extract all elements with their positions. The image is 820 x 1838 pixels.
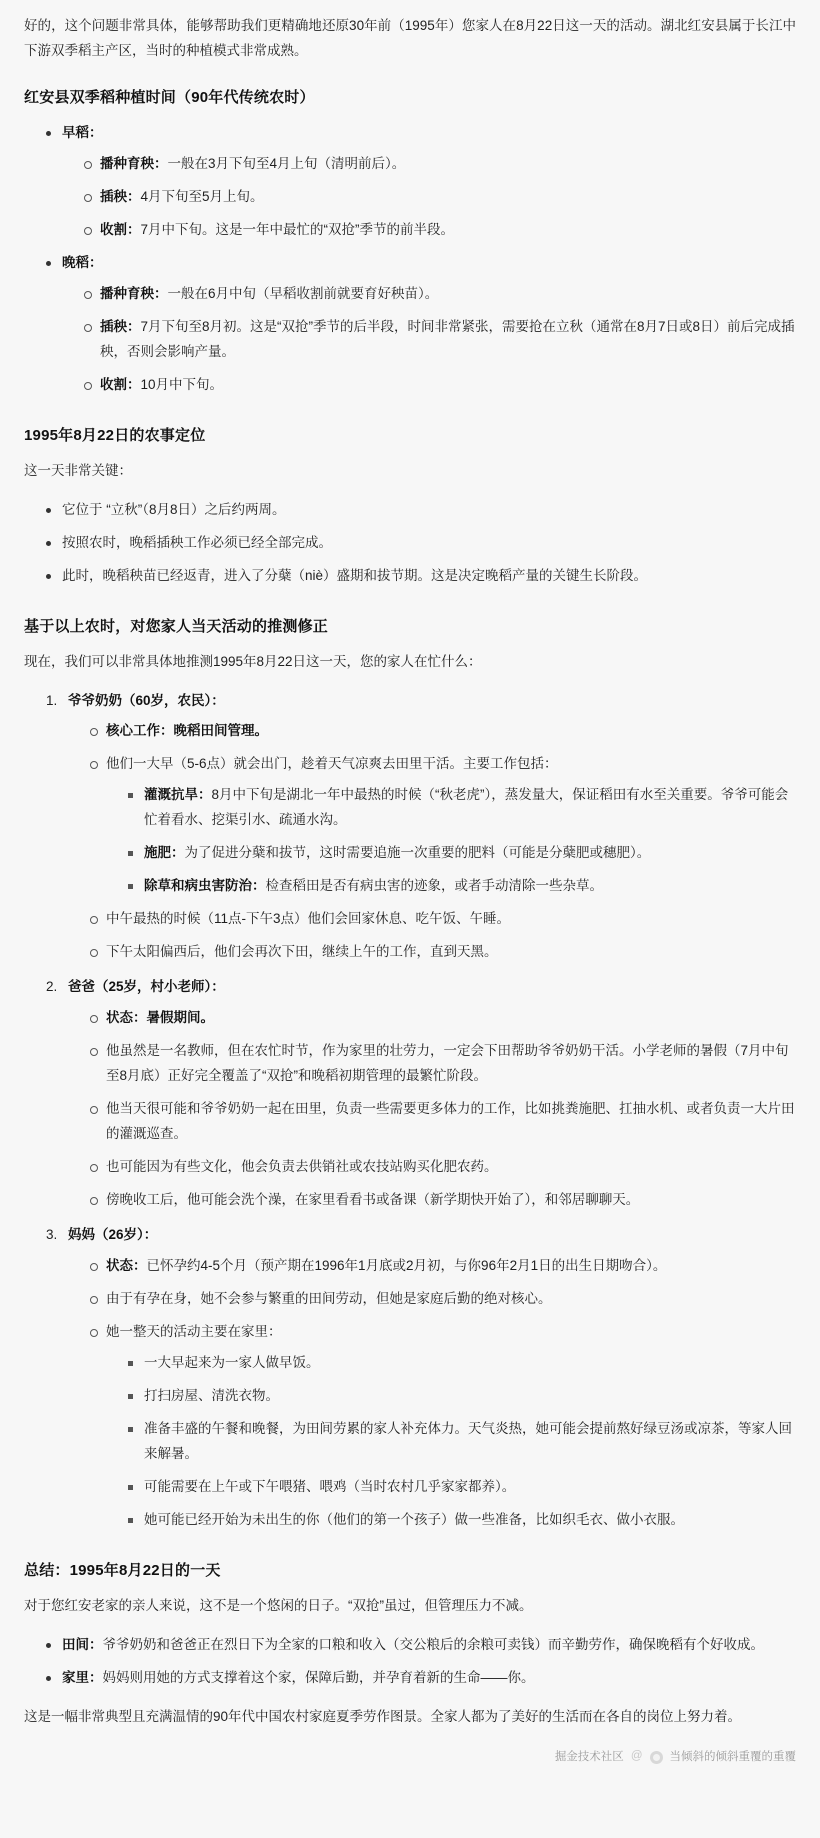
point-text: 傍晚收工后，他可能会洗个澡，在家里看看书或备课（新学期快开始了），和邻居聊聊天。 xyxy=(106,1192,640,1207)
summary-label-home: 家里： xyxy=(62,1669,103,1685)
people-list xyxy=(24,689,796,1533)
summary-list xyxy=(24,1633,796,1691)
task-text: 打扫房屋、清洗衣物。 xyxy=(144,1387,279,1403)
task-text: 准备丰盛的午餐和晚餐，为田间劳累的家人补充体力。天气炎热，她可能会提前熬好绿豆汤或凉茶，等家人回来解暑。 xyxy=(144,1420,792,1461)
list-item xyxy=(128,1508,796,1533)
list-item xyxy=(128,841,796,866)
crop-label-late: 晚稻： xyxy=(62,254,103,270)
avatar xyxy=(650,1751,663,1764)
revision-lead: 现在，我们可以非常具体地推测1995年8月22日这一天，您的家人在忙什么： xyxy=(24,653,482,669)
list-item xyxy=(128,783,796,833)
username-label: 当倾斜的倾斜重覆的重覆 xyxy=(669,1750,796,1763)
point-text: 中午最热的时候（11点-下午3点）他们会回家休息、吃午饭、午睡。 xyxy=(106,911,511,927)
status-label: 状态： xyxy=(106,1257,147,1273)
list-item xyxy=(90,1188,796,1213)
point-text: 下午太阳偏西后，他们会再次下田，继续上午的工作，直到天黑。 xyxy=(106,944,498,960)
positioning-lead: 这一天非常关键： xyxy=(24,462,132,478)
closing-paragraph: 这是一幅非常典型且充满温情的90年代中国农村家庭夏季劳作图景。全家人都为了美好的生活而在各自的岗位上努力着。 xyxy=(24,1708,742,1724)
list-item-father xyxy=(46,975,796,1213)
stage-text: 一般在6月中旬（早稻收割前就要育好秧苗）。 xyxy=(167,285,439,301)
person-heading: 爷爷奶奶（60岁，农民）： xyxy=(68,692,225,708)
summary-lead: 对于您红安老家的亲人来说，这不是一个悠闲的日子。“双抢”虽过，但管理压力不减。 xyxy=(24,1597,533,1613)
core-work-text: 晚稻田间管理。 xyxy=(173,723,268,739)
list-item xyxy=(90,907,796,932)
stage-label: 播种育秧： xyxy=(100,285,168,301)
core-work-label: 核心工作： xyxy=(106,723,174,739)
list-item xyxy=(84,373,796,398)
footer-watermark xyxy=(24,1744,796,1764)
stage-text: 一般在3月下旬至4月上旬（清明前后）。 xyxy=(167,155,406,171)
section-title-revision: 基于以上农时，对您家人当天活动的推测修正 xyxy=(24,617,329,635)
task-label: 灌溉抗旱： xyxy=(144,787,212,803)
task-label: 施肥： xyxy=(144,845,185,861)
stage-label: 插秧： xyxy=(100,188,141,204)
task-text: 为了促进分蘖和拔节，这时需要追施一次重要的肥料（可能是分蘖肥或穗肥）。 xyxy=(184,845,651,861)
stage-label: 收割： xyxy=(100,221,141,237)
list-item xyxy=(90,1155,796,1180)
list-item xyxy=(90,940,796,965)
summary-text-field: 爷爷奶奶和爸爸正在烈日下为全家的口粮和收入（交公粮后的余粮可卖钱）而辛勤劳作，确保晚稻有个好收成。 xyxy=(102,1636,764,1652)
list-item xyxy=(128,1475,796,1500)
list-item xyxy=(46,1633,796,1658)
list-item xyxy=(46,121,796,243)
grandparents-subpoints xyxy=(106,783,796,899)
site-brand-label: 掘金技术社区 xyxy=(554,1750,624,1763)
list-item xyxy=(128,1351,796,1376)
list-item xyxy=(46,531,796,556)
point-text: 他虽然是一名教师，但在农忙时节，作为家里的壮劳力，一定会下田帮助爷爷奶奶干活。小学老师的暑假（7月中旬至8月底）正好完全覆盖了“双抢”和晚稻初期管理的最繁忙阶段。 xyxy=(106,1043,789,1084)
list-item xyxy=(84,315,796,365)
stage-text: 7月中下旬。这是一年中最忙的“双抢”季节的前半段。 xyxy=(140,221,454,237)
status-text: 已怀孕约4-5个月（预产期在1996年1月底或2月初，与你96年2月1日的出生日期吻合）。 xyxy=(146,1257,667,1273)
list-item xyxy=(90,1254,796,1279)
stage-text: 7月下旬至8月初。这是“双抢”季节的后半段，时间非常紧张，需要抢在立秋（通常在8月7日或8日）前后完成插秧，否则会影响产量。 xyxy=(100,318,795,359)
list-item xyxy=(84,282,796,307)
list-item xyxy=(90,1287,796,1312)
list-item xyxy=(84,152,796,177)
list-item xyxy=(46,498,796,523)
task-text: 可能需要在上午或下午喂猪、喂鸡（当时农村几乎家家都养）。 xyxy=(144,1478,516,1494)
grandparents-points xyxy=(68,719,796,965)
list-item xyxy=(90,1097,796,1147)
list-item xyxy=(46,1666,796,1691)
task-text: 8月中下旬是湖北一年中最热的时候（“秋老虎”），蒸发量大，保证稻田有水至关重要。爷爷可能会忙着看水、挖渠引水、疏通水沟。 xyxy=(144,787,789,828)
list-item xyxy=(84,185,796,210)
planting-list xyxy=(24,121,796,398)
list-item xyxy=(90,752,796,899)
list-item xyxy=(84,218,796,243)
crop-label-early: 早稻： xyxy=(62,124,103,140)
status-text: 暑假期间。 xyxy=(146,1010,214,1026)
list-item xyxy=(46,564,796,589)
mother-points xyxy=(68,1254,796,1533)
list-item xyxy=(90,1039,796,1089)
task-text: 检查稻田是否有病虫害的迹象，或者手动清除一些杂草。 xyxy=(265,878,603,894)
positioning-point-1: 它位于 “立秋”（8月8日）之后约两周。 xyxy=(62,501,286,517)
list-item-mother xyxy=(46,1223,796,1533)
list-item-grandparents xyxy=(46,689,796,966)
list-item xyxy=(90,719,796,744)
point-text: 也可能因为有些文化，他会负责去供销社或农技站购买化肥农药。 xyxy=(106,1159,498,1175)
stage-label: 播种育秧： xyxy=(100,155,168,171)
late-rice-sublist xyxy=(62,282,796,398)
task-text: 一大早起来为一家人做早饭。 xyxy=(144,1354,320,1370)
point-text: 由于有孕在身，她不会参与繁重的田间劳动，但她是家庭后勤的绝对核心。 xyxy=(106,1290,552,1306)
summary-text-home: 妈妈则用她的方式支撑着这个家，保障后勤，并孕育着新的生命——你。 xyxy=(102,1669,535,1685)
stage-label: 插秧： xyxy=(100,318,141,334)
list-item xyxy=(90,1006,796,1031)
section-title-summary: 总结：1995年8月22日的一天 xyxy=(24,1561,221,1579)
section-title-positioning: 1995年8月22日的农事定位 xyxy=(24,426,206,444)
positioning-point-3: 此时，晚稻秧苗已经返青，进入了分蘖（niè）盛期和拔节期。这是决定晚稻产量的关键生长阶段。 xyxy=(62,567,648,583)
father-points xyxy=(68,1006,796,1213)
summary-label-field: 田间： xyxy=(62,1636,103,1652)
stage-text: 4月下旬至5月上旬。 xyxy=(140,188,264,204)
early-rice-sublist xyxy=(62,152,796,243)
person-heading: 妈妈（26岁）： xyxy=(68,1226,158,1242)
list-item xyxy=(128,1417,796,1467)
list-item xyxy=(46,251,796,398)
section-title-planting: 红安县双季稻种植时间（90年代传统农时） xyxy=(24,88,315,106)
point-text: 她一整天的活动主要在家里： xyxy=(106,1323,282,1339)
at-symbol: @ xyxy=(630,1749,643,1762)
positioning-point-2: 按照农时，晚稻插秧工作必须已经全部完成。 xyxy=(62,534,332,550)
intro-paragraph: 好的，这个问题非常具体，能够帮助我们更精确地还原30年前（1995年）您家人在8月22日这一天的活动。湖北红安县属于长江中下游双季稻主产区，当时的种植模式非常成熟。 xyxy=(24,18,796,58)
list-item xyxy=(90,1320,796,1533)
positioning-list xyxy=(24,498,796,589)
stage-text: 10月中下旬。 xyxy=(140,376,224,392)
stage-label: 收割： xyxy=(100,376,141,392)
point-text: 他们一大早（5-6点）就会出门，趁着天气凉爽去田里干活。主要工作包括： xyxy=(106,756,558,772)
status-label: 状态： xyxy=(106,1010,147,1026)
point-text: 他当天很可能和爷爷奶奶一起在田里，负责一些需要更多体力的工作，比如挑粪施肥、扛抽水机、或者负责一大片田的灌溉巡查。 xyxy=(106,1101,795,1142)
list-item xyxy=(128,1384,796,1409)
list-item xyxy=(128,874,796,899)
mother-subpoints xyxy=(106,1351,796,1533)
person-heading: 爸爸（25岁，村小老师）： xyxy=(68,979,225,995)
task-text: 她可能已经开始为未出生的你（他们的第一个孩子）做一些准备，比如织毛衣、做小衣服。 xyxy=(144,1511,684,1527)
task-label: 除草和病虫害防治： xyxy=(144,878,266,894)
